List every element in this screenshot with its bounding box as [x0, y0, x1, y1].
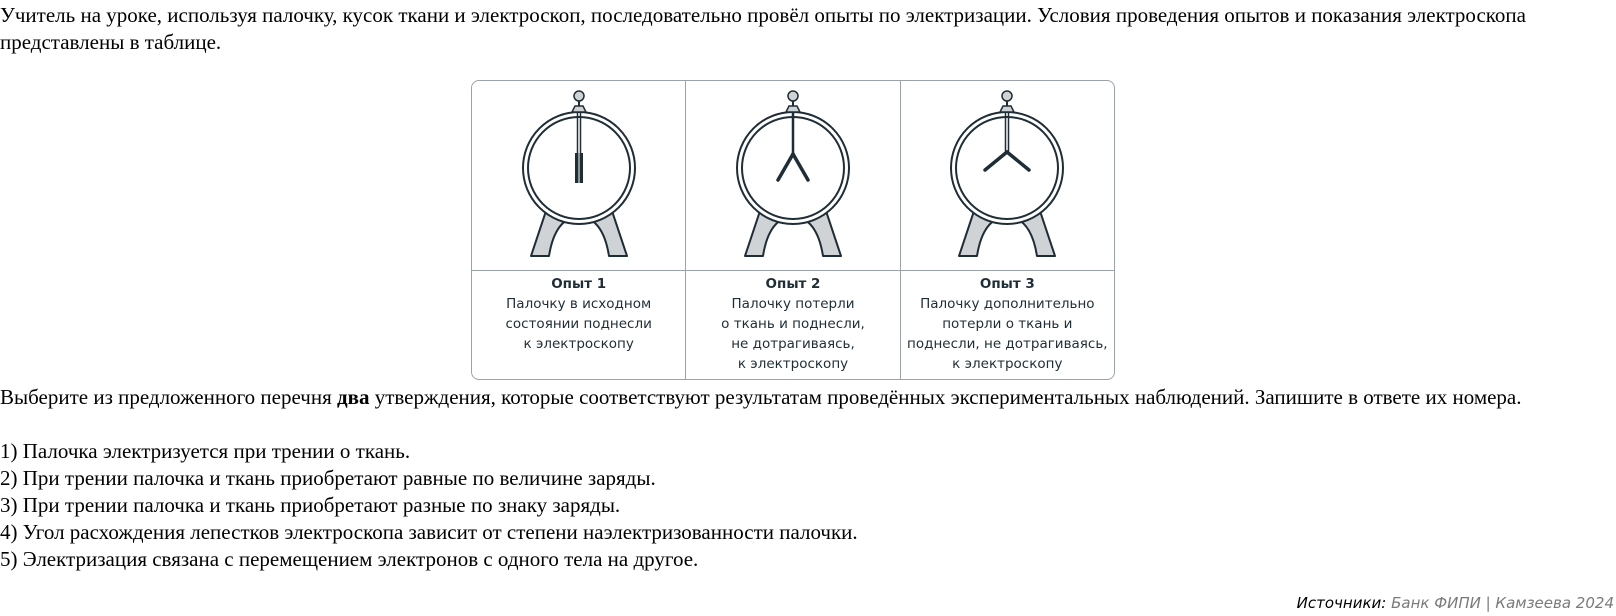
- electroscope-image-3: [901, 81, 1114, 271]
- electroscope-image-1: [472, 81, 685, 271]
- caption-line: Палочку в исходном: [506, 296, 652, 312]
- experiment-caption-3: [901, 271, 1114, 374]
- source-attribution: [1297, 593, 1614, 613]
- caption-line: о ткань и поднесли,: [721, 316, 865, 332]
- caption-line: потерли о ткань и: [942, 316, 1073, 332]
- experiment-title: Опыт 3: [979, 276, 1035, 292]
- experiment-caption-2: [686, 271, 899, 374]
- experiment-cell-2: [686, 81, 900, 379]
- source-label: Источники:: [1296, 594, 1387, 612]
- experiment-title: Опыт 2: [765, 276, 821, 292]
- caption-line: состоянии поднесли: [505, 316, 652, 332]
- electroscope-closed-icon: [509, 88, 649, 263]
- source-value: Банк ФИПИ | Камзеева 2024: [1386, 594, 1614, 612]
- caption-line: не дотрагиваясь,: [731, 336, 855, 352]
- caption-line: поднесли, не дотрагиваясь,: [907, 336, 1108, 352]
- electroscope-image-2: [686, 81, 899, 271]
- answer-option-2: 2) При трении палочка и ткань приобретают равные по величине заряды.: [0, 466, 656, 490]
- caption-line: к электроскопу: [952, 356, 1063, 372]
- caption-line: Палочку дополнительно: [920, 296, 1095, 312]
- electroscope-large-divergence-icon: [937, 88, 1077, 263]
- question-before: Выберите из предложенного перечня: [0, 385, 337, 409]
- experiment-title: Опыт 1: [551, 276, 607, 292]
- question-text: [0, 384, 1616, 411]
- answer-option-5: 5) Электризация связана с перемещением электронов с одного тела на другое.: [0, 547, 699, 571]
- question-emphasis: два: [336, 385, 370, 409]
- experiment-cell-3: [901, 81, 1114, 379]
- electroscope-small-divergence-icon: [723, 88, 863, 263]
- caption-line: к электроскопу: [523, 336, 634, 352]
- caption-line: к электроскопу: [737, 356, 849, 372]
- experiment-cell-1: [472, 81, 686, 379]
- experiments-table: [471, 80, 1115, 380]
- answer-option-3: 3) При трении палочка и ткань приобретают разные по знаку заряды.: [0, 493, 621, 517]
- answer-option-4: 4) Угол расхождения лепестков электроскопа зависит от степени наэлектризованности палочки.: [0, 520, 858, 544]
- experiment-caption-1: [472, 271, 685, 354]
- intro-text: Учитель на уроке, используя палочку, кусок ткани и электроскоп, последовательно провёл опыты по электризации. Условия проведения опытов и показания электроскопа представлены в таблице.: [0, 3, 1526, 54]
- answer-options-list: [0, 438, 858, 573]
- question-after: утверждения, которые соответствуют результатам проведённых экспериментальных наблюдений. Запишите в ответе их номера.: [369, 385, 1522, 409]
- answer-option-1: 1) Палочка электризуется при трении о ткань.: [0, 439, 411, 463]
- caption-line: Палочку потерли: [731, 296, 855, 312]
